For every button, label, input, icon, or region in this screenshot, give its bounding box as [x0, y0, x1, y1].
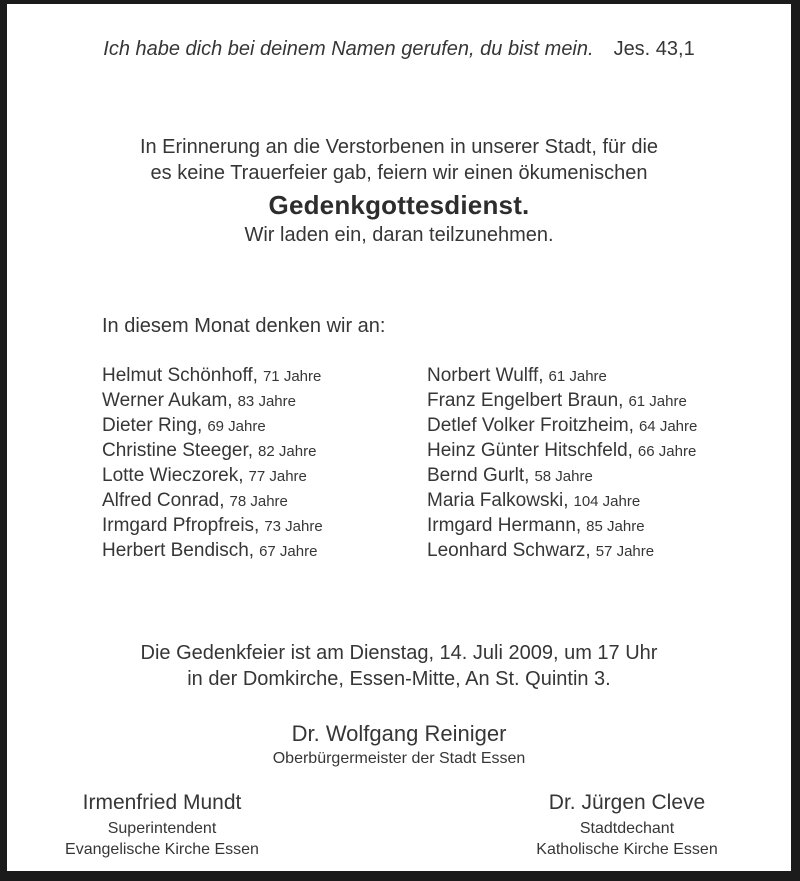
name-list-left-column	[102, 363, 427, 563]
service-title: Gedenkgottesdienst.	[268, 190, 530, 220]
catholic-role: Stadtdechant	[579, 820, 675, 837]
memorial-entry	[427, 488, 751, 513]
person-name: Herbert Bendisch,	[102, 540, 255, 561]
person-age: 64 Jahre	[638, 418, 698, 435]
person-name: Leonhard Schwarz,	[427, 540, 591, 561]
memorial-entry	[102, 388, 427, 413]
memorial-entry	[102, 538, 427, 563]
memorial-entry	[102, 513, 427, 538]
person-name: Norbert Wulff,	[427, 365, 544, 386]
person-name: Bernd Gurlt,	[427, 465, 530, 486]
memorial-entry	[102, 438, 427, 463]
protestant-role: Superintendent	[107, 820, 217, 837]
person-name: Heinz Günter Hitschfeld,	[427, 440, 633, 461]
remembrance-heading: In diesem Monat denken wir an:	[102, 315, 386, 337]
memorial-entry	[102, 463, 427, 488]
mayor-name: Dr. Wolfgang Reiniger	[291, 721, 507, 746]
memorial-entry	[427, 513, 751, 538]
protestant-name: Irmenfried Mundt	[82, 791, 242, 814]
intro-line-2: es keine Trauerfeier gab, feiern wir einen ökumenischen	[150, 162, 648, 184]
person-age: 66 Jahre	[637, 443, 697, 460]
scripture-quote-text: Ich habe dich bei deinem Namen gerufen, du bist mein.	[103, 38, 594, 60]
signatory-catholic	[492, 790, 762, 860]
catholic-name: Dr. Jürgen Cleve	[548, 791, 706, 814]
protestant-org: Evangelische Kirche Essen	[65, 841, 259, 858]
person-age: 61 Jahre	[628, 393, 687, 410]
person-age: 104 Jahre	[573, 493, 641, 510]
memorial-entry	[427, 463, 751, 488]
memorial-entry	[427, 438, 751, 463]
memorial-entry	[102, 488, 427, 513]
event-date-line: Die Gedenkfeier ist am Dienstag, 14. Juli 2009, um 17 Uhr	[140, 642, 658, 664]
person-name: Irmgard Pfropfreis,	[102, 515, 260, 536]
scripture-quote	[7, 36, 791, 62]
person-age: 78 Jahre	[229, 493, 288, 510]
person-name: Lotte Wieczorek,	[102, 465, 244, 486]
scripture-reference: Jes. 43,1	[613, 38, 695, 60]
memorial-entry	[102, 413, 427, 438]
person-age: 71 Jahre	[262, 368, 322, 385]
person-name: Alfred Conrad,	[102, 490, 225, 511]
person-age: 67 Jahre	[259, 543, 318, 560]
event-details	[7, 640, 791, 692]
name-list-right-column	[427, 363, 751, 563]
memorial-entry	[102, 363, 427, 388]
intro-line-1: In Erinnerung an die Verstorbenen in unserer Stadt, für die	[139, 136, 659, 158]
intro-block	[7, 134, 791, 248]
deceased-name-list	[102, 363, 751, 563]
person-name: Franz Engelbert Braun,	[427, 390, 624, 411]
person-name: Detlef Volker Froitzheim,	[427, 415, 634, 436]
person-name: Irmgard Hermann,	[427, 515, 582, 536]
signatory-mayor	[7, 721, 791, 769]
memorial-entry	[427, 413, 751, 438]
signatory-protestant	[32, 790, 292, 860]
person-age: 58 Jahre	[534, 468, 593, 485]
mayor-role: Oberbürgermeister der Stadt Essen	[272, 750, 526, 767]
person-name: Helmut Schönhoff,	[102, 365, 258, 386]
catholic-org: Katholische Kirche Essen	[536, 841, 718, 858]
person-age: 57 Jahre	[595, 543, 655, 560]
person-age: 61 Jahre	[548, 368, 607, 385]
person-name: Maria Falkowski,	[427, 490, 569, 511]
person-name: Christine Steeger,	[102, 440, 254, 461]
invitation-line: Wir laden ein, daran teilzunehmen.	[244, 224, 554, 246]
person-age: 82 Jahre	[258, 443, 317, 460]
person-name: Werner Aukam,	[102, 390, 233, 411]
event-location-line: in der Domkirche, Essen-Mitte, An St. Quintin 3.	[187, 668, 611, 690]
person-age: 83 Jahre	[237, 393, 296, 410]
person-age: 73 Jahre	[264, 518, 323, 535]
person-name: Dieter Ring,	[102, 415, 203, 436]
person-age: 69 Jahre	[207, 418, 266, 435]
person-age: 77 Jahre	[248, 468, 307, 485]
memorial-entry	[427, 388, 751, 413]
memorial-entry	[427, 538, 751, 563]
person-age: 85 Jahre	[586, 518, 645, 535]
memorial-entry	[427, 363, 751, 388]
